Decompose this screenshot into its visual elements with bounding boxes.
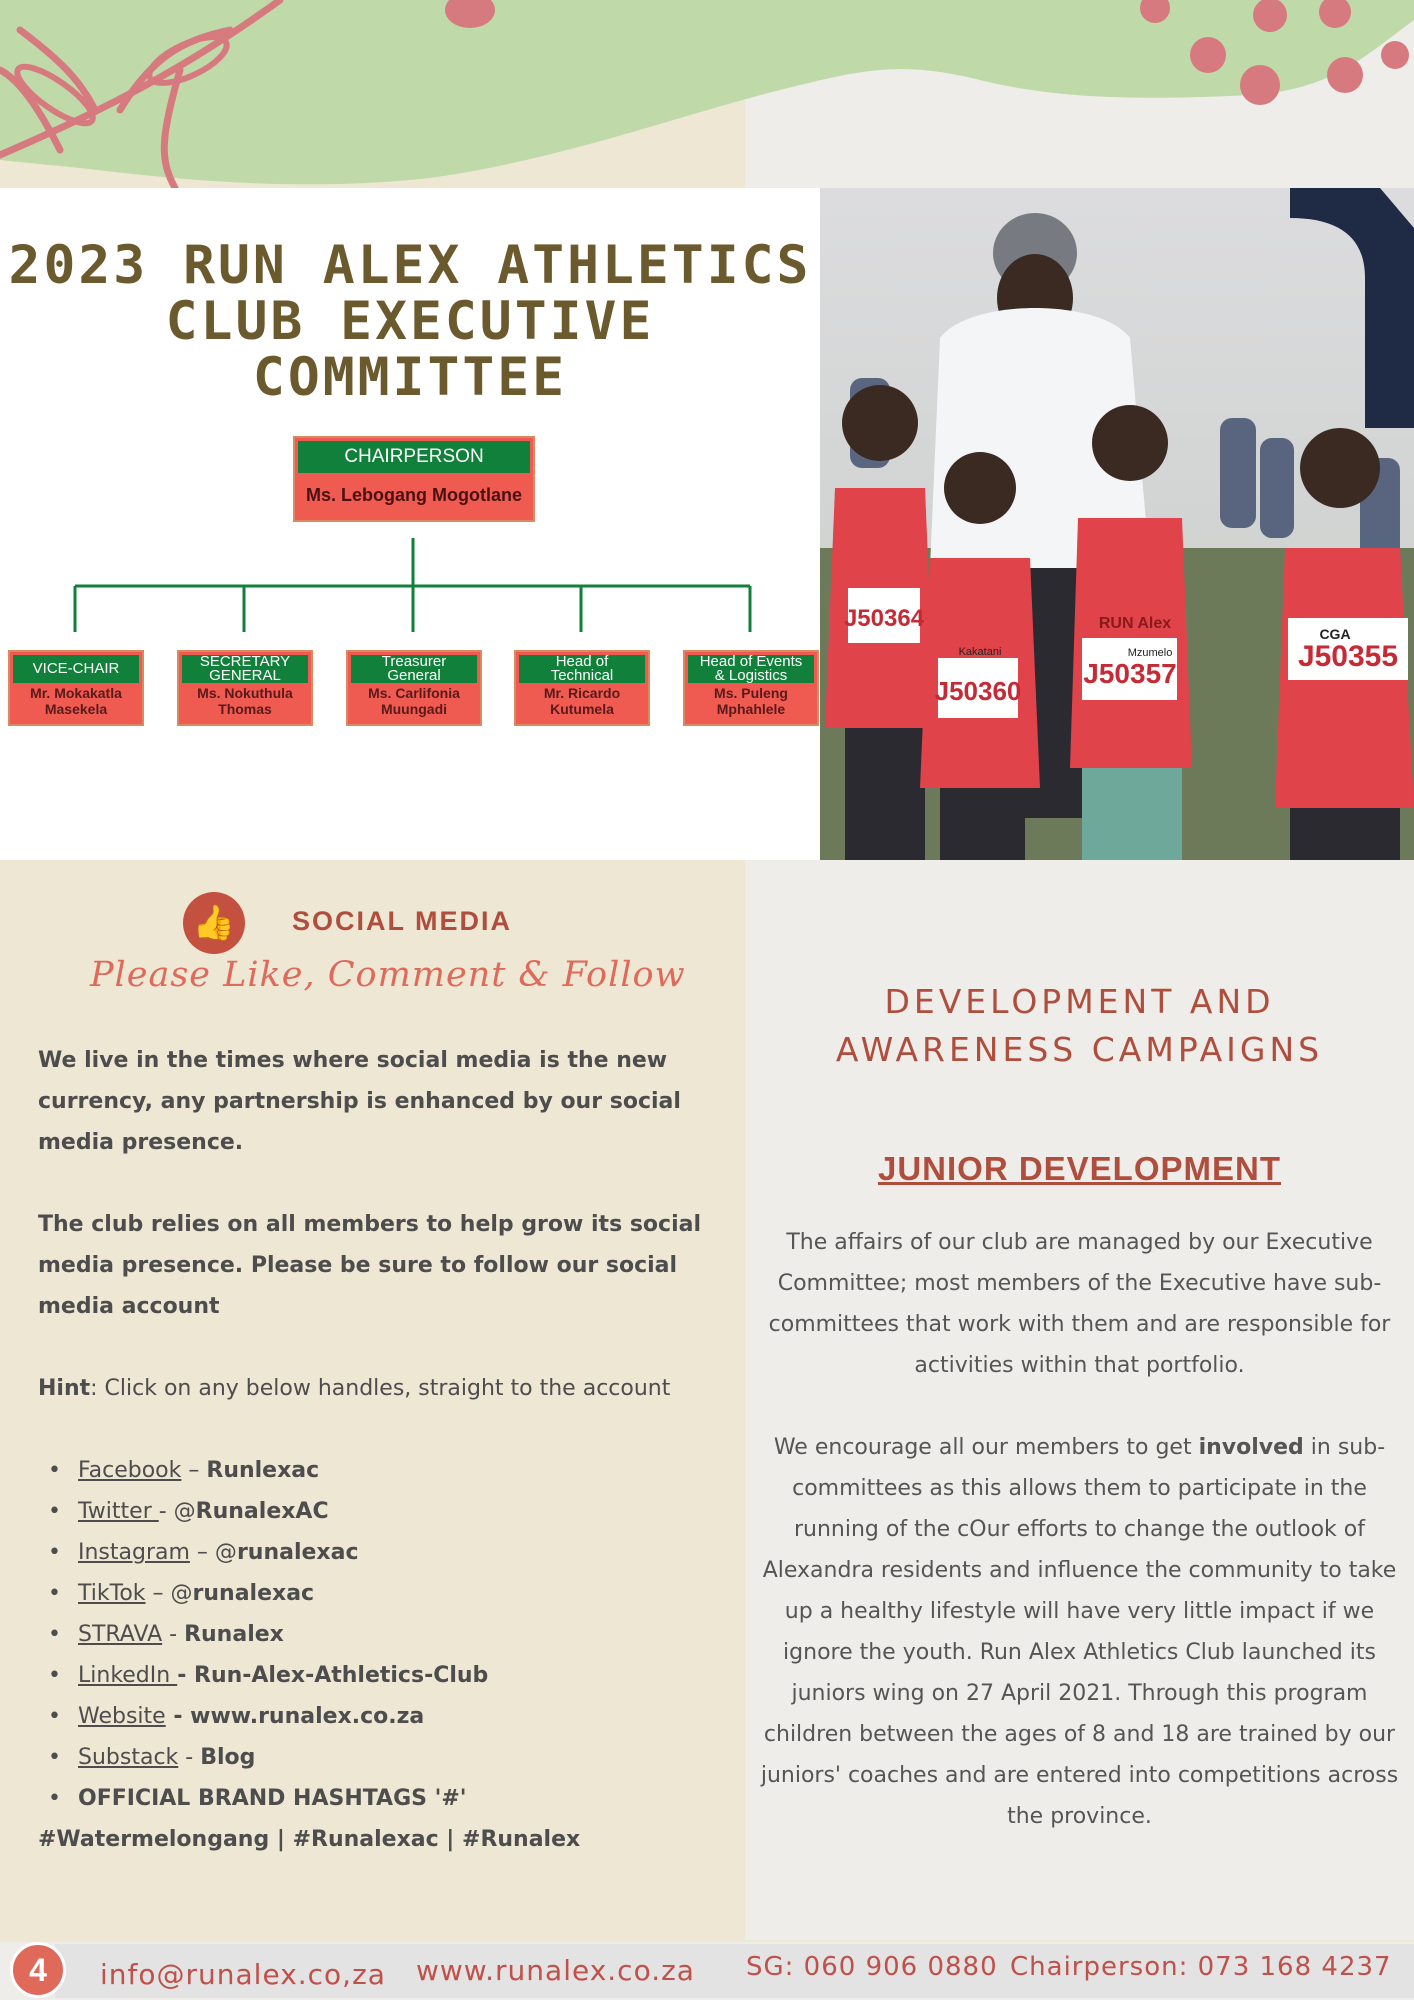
- hint-body: : Click on any below handles, straight to the account: [90, 1376, 671, 1401]
- dev-para-1: The affairs of our club are managed by our Executive Committee; most members of the Executive have sub-committees that work with them and are responsible for activities within that portfolio.: [768, 1230, 1391, 1378]
- handle: runalexac: [192, 1581, 315, 1606]
- treasurer-box: [346, 650, 482, 726]
- link-name[interactable]: Substack: [78, 1745, 179, 1770]
- handle: Runalex: [184, 1622, 284, 1647]
- hint-label: Hint: [38, 1376, 91, 1401]
- footer-email[interactable]: info@runalex.co,za: [100, 1958, 386, 1991]
- development-title: [745, 978, 1414, 1074]
- dev-para-2-post: in sub-committees as this allows them to participate in the running of the cOur efforts to change the outlook of Alexandra residents and influence the community to take up a healthy lifestyle will have very little impact if we ignore the youth. Run Alex Athletics Club launched its juniors wing on 27 April 2021. Through this program children between the ages of 8 and 18 are trained by our juniors' coaches and are entered into competitions across the province.: [760, 1435, 1399, 1829]
- link-name[interactable]: Instagram: [78, 1540, 190, 1565]
- link-name[interactable]: LinkedIn: [78, 1663, 178, 1688]
- page-footer: [0, 1942, 1414, 2000]
- head-events-box: [683, 650, 819, 726]
- name: Ms. Nokuthula: [197, 685, 293, 701]
- committee-section: [0, 188, 1414, 860]
- bib-tag-2: Kakatani: [958, 646, 1002, 658]
- name: Ms. Puleng: [714, 685, 788, 701]
- sep: -: [178, 1745, 201, 1770]
- handle: RunalexAC: [195, 1499, 329, 1524]
- social-links-list: [38, 1450, 728, 1819]
- footer-website[interactable]: www.runalex.co.za: [416, 1954, 695, 1987]
- hashtags-label-text: OFFICIAL BRAND HASHTAGS '#': [78, 1786, 467, 1811]
- handle: runalexac: [236, 1540, 359, 1565]
- social-media-body: [38, 1040, 728, 1860]
- social-media-panel: [0, 860, 745, 1940]
- role-2: GENERAL: [209, 667, 281, 684]
- name-2: Thomas: [218, 701, 272, 717]
- name: Mr. Mokakatla: [30, 685, 122, 701]
- hashtags: #Watermelongang | #Runalexac | #Runalex: [38, 1827, 581, 1852]
- role-2: General: [387, 667, 441, 684]
- footer-chair-phone: Chairperson: 073 168 4237: [1010, 1952, 1392, 1982]
- development-panel: [745, 860, 1414, 1940]
- dev-title-line-1: DEVELOPMENT AND: [884, 982, 1275, 1021]
- dev-para-2: [757, 1427, 1402, 1837]
- link-name[interactable]: Facebook: [78, 1458, 182, 1483]
- role: Head of Events: [699, 653, 803, 670]
- role: SECRETARY: [199, 653, 291, 670]
- sep: -: [165, 1704, 191, 1729]
- role: Head of: [555, 653, 609, 670]
- social-media-title: SOCIAL MEDIA: [292, 906, 513, 936]
- bib-4: J50355: [1297, 640, 1399, 673]
- head-technical-box: [514, 650, 650, 726]
- decorative-leaves-graphic: [0, 0, 1414, 188]
- bib-3: J50357: [1083, 658, 1177, 689]
- link-substack[interactable]: [38, 1737, 728, 1778]
- handle: Run-Alex-Athletics-Club: [194, 1663, 489, 1688]
- name: Mr. Ricardo: [543, 685, 621, 701]
- name-2: Masekela: [44, 701, 108, 717]
- page-number: 4: [10, 1942, 66, 1998]
- bib-tag-3: Mzumelo: [1127, 647, 1173, 659]
- name-2: Kutumela: [550, 701, 614, 717]
- sep: –: [181, 1458, 207, 1483]
- secretary-general-box: [177, 650, 313, 726]
- role-2: Technical: [550, 667, 614, 684]
- handle: www.runalex.co.za: [190, 1704, 425, 1729]
- link-linkedin[interactable]: [38, 1655, 728, 1696]
- hint-text: [38, 1368, 728, 1409]
- link-tiktok[interactable]: [38, 1573, 728, 1614]
- sep: -: [177, 1663, 194, 1688]
- dev-para-2-pre: We encourage all our members to get: [773, 1435, 1199, 1460]
- handle: Blog: [200, 1745, 256, 1770]
- link-strava[interactable]: [38, 1614, 728, 1655]
- social-para-1: We live in the times where social media is the new currency, any partnership is enhanced by our social media presence.: [38, 1048, 681, 1155]
- chairperson-box: [293, 436, 535, 522]
- dev-title-line-2: AWARENESS CAMPAIGNS: [835, 1030, 1324, 1069]
- junior-athletes-photo: [820, 188, 1414, 860]
- name-2: Mphahlele: [716, 701, 786, 717]
- link-name[interactable]: STRAVA: [78, 1622, 163, 1647]
- org-chart-connectors: [0, 188, 820, 860]
- sep: -: [162, 1622, 185, 1647]
- role: Treasurer: [381, 653, 447, 670]
- link-name[interactable]: TikTok: [78, 1581, 146, 1606]
- link-facebook[interactable]: [38, 1450, 728, 1491]
- name: Ms. Carlifonia: [368, 685, 460, 701]
- social-para-2: The club relies on all members to help grow its social media presence. Please be sure to follow our social media account: [38, 1212, 701, 1319]
- photo-illustration: [820, 188, 1414, 860]
- social-tagline: Please Like, Comment & Follow: [90, 955, 686, 995]
- title-line-1: 2023 RUN ALEX ATHLETICS: [8, 235, 812, 296]
- link-name[interactable]: Twitter: [78, 1499, 159, 1524]
- bib-brand: RUN Alex: [1098, 615, 1172, 632]
- bib-tag-4: CGA: [1319, 626, 1351, 642]
- role: VICE-CHAIR: [32, 660, 120, 677]
- sep: – @: [189, 1540, 237, 1565]
- chairperson-role: CHAIRPERSON: [298, 441, 530, 473]
- footer-sg-phone: SG: 060 906 0880: [746, 1952, 998, 1982]
- junior-development-heading: JUNIOR DEVELOPMENT: [877, 1150, 1282, 1187]
- link-name[interactable]: Website: [78, 1704, 166, 1729]
- role-2: & Logistics: [714, 667, 788, 684]
- dev-para-2-bold: involved: [1198, 1435, 1304, 1460]
- bib-1: J50364: [843, 605, 925, 632]
- development-body: [757, 1222, 1402, 1837]
- chairperson-name: Ms. Lebogang Mogotlane: [306, 485, 522, 505]
- link-website[interactable]: [38, 1696, 728, 1737]
- title-line-2: CLUB EXECUTIVE COMMITTEE: [165, 291, 655, 408]
- sep: – @: [145, 1581, 193, 1606]
- link-twitter[interactable]: [38, 1491, 728, 1532]
- sep: - @: [158, 1499, 196, 1524]
- vice-chair-box: [8, 650, 144, 726]
- handle: Runlexac: [206, 1458, 320, 1483]
- link-instagram[interactable]: [38, 1532, 728, 1573]
- bib-2: J50360: [934, 676, 1022, 706]
- hashtags-label: [38, 1778, 728, 1819]
- name-2: Muungadi: [380, 701, 448, 717]
- top-banner: [0, 0, 1414, 188]
- thumbs-up-icon: 👍: [183, 892, 245, 954]
